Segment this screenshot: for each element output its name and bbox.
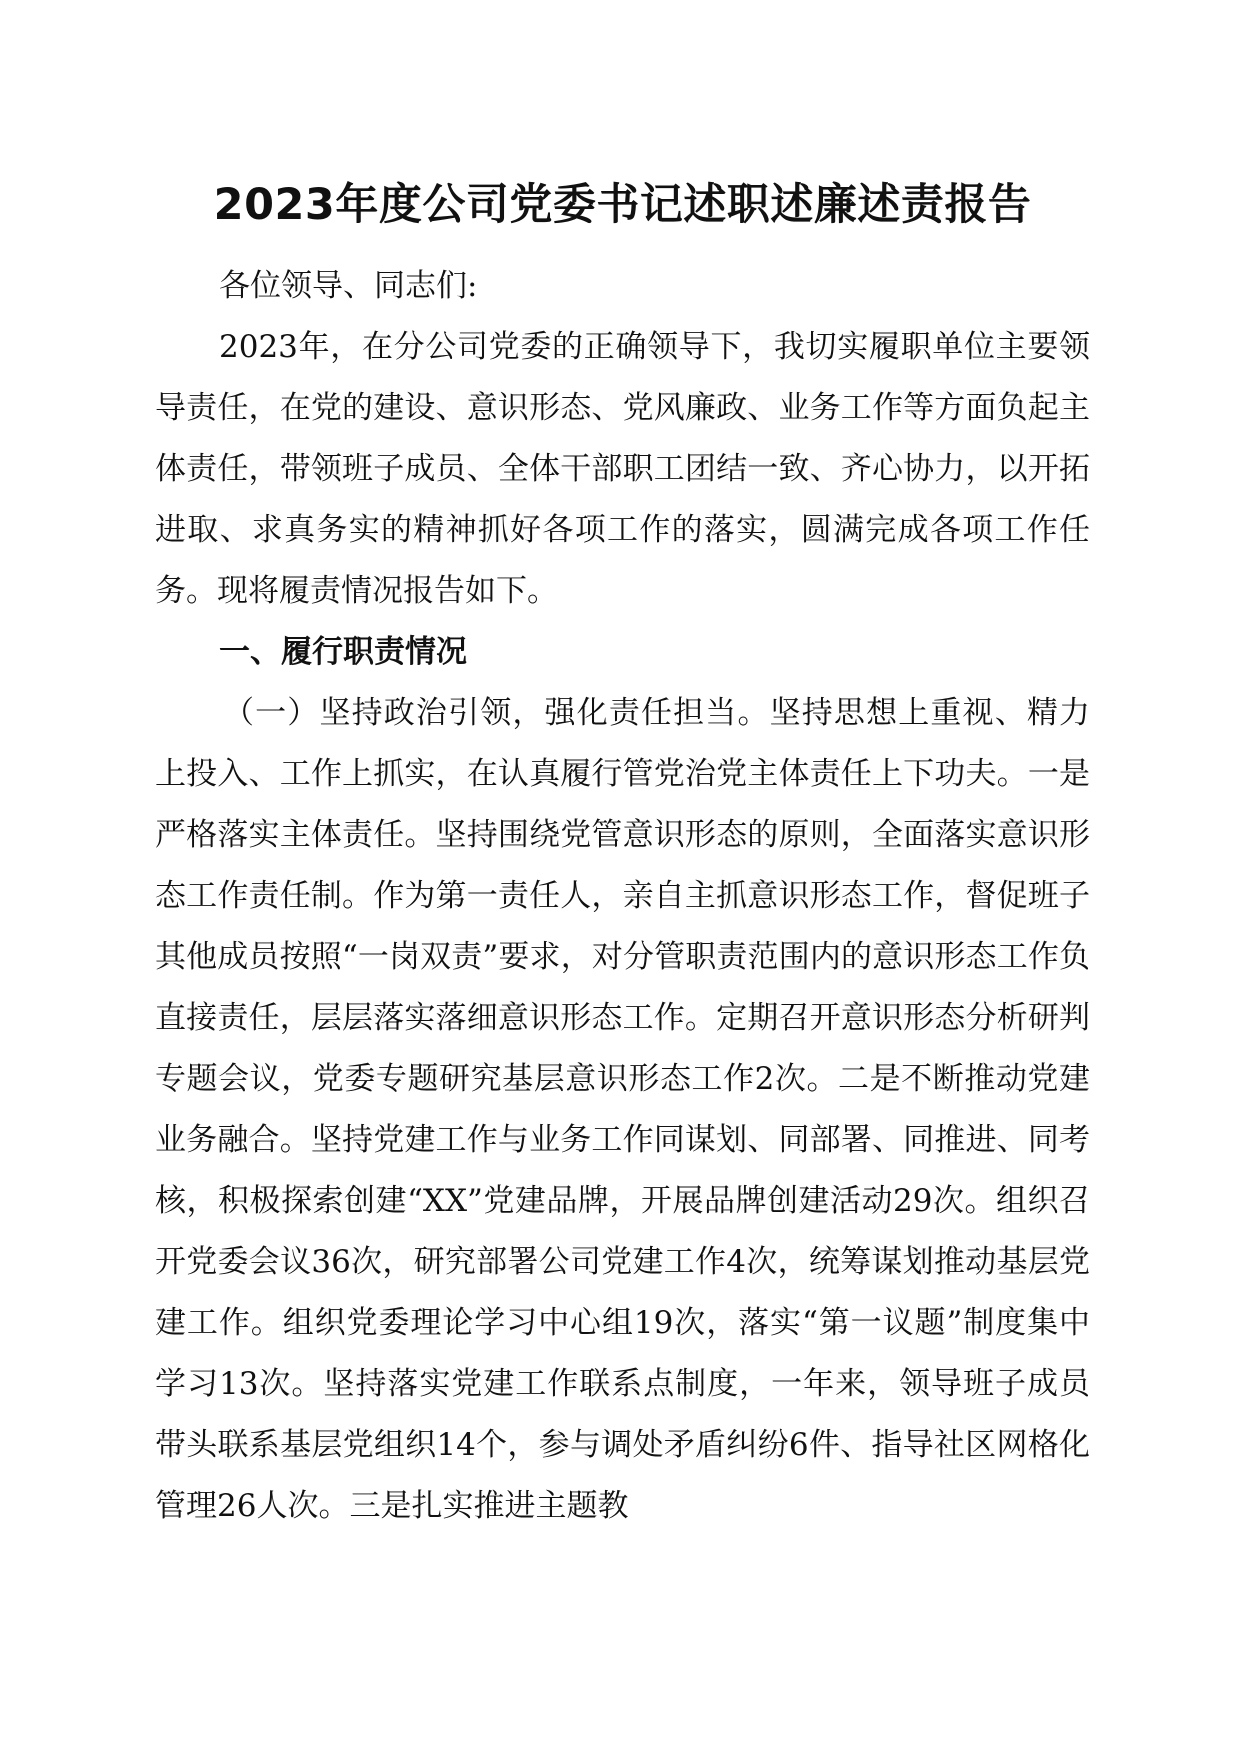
greeting: 各位领导、同志们: [219, 268, 478, 304]
section-heading: 一、履行职责情况 [219, 634, 467, 670]
body-paragraph: （一）坚持政治引领，强化责任担当。坚持思想上重视、精力上投入、工作上抓实，在认真履行管党治党主体责任上下功夫。一是严格落实主体责任。坚持围绕党管意识形态的原则，全面落实意识形态工作责任制。作为第一责任人，亲自主抓意识形态工作，督促班子其他成员按照“一岗双责”要求，对分管职责范围内的意识形态工作负直接责任，层层落实落细意识形态工作。定期召开意识形态分析研判专题会议，党委专题研究基层意识形态工作2次。二是不断推动党建业务融合。坚持党建工作与业务工作同谋划、同部署、同推进、同考核，积极探索创建“XX”党建品牌，开展品牌创建活动29次。组织召开党委会议36次，研究部署公司党建工作4次，统筹谋划推动基层党建工作。组织党委理论学习中心组19次，落实“第一议题”制度集中学习13次。坚持落实党建工作联系点制度，一年来，领导班子成员带头联系基层党组织14个，参与调处矛盾纠纷6件、指导社区网格化管理26人次。三是扎实推进主题教 [155, 695, 1090, 1524]
intro-paragraph: 2023年，在分公司党委的正确领导下，我切实履职单位主要领导责任，在党的建设、意识形态、党风廉政、业务工作等方面负起主体责任，带领班子成员、全体干部职工团结一致、齐心协力，以开拓进取、求真务实的精神抓好各项工作的落实，圆满完成各项工作任务。现将履责情况报告如下。 [155, 329, 1090, 609]
document-title: 2023年度公司党委书记述职述廉述责报告 [213, 180, 1032, 230]
